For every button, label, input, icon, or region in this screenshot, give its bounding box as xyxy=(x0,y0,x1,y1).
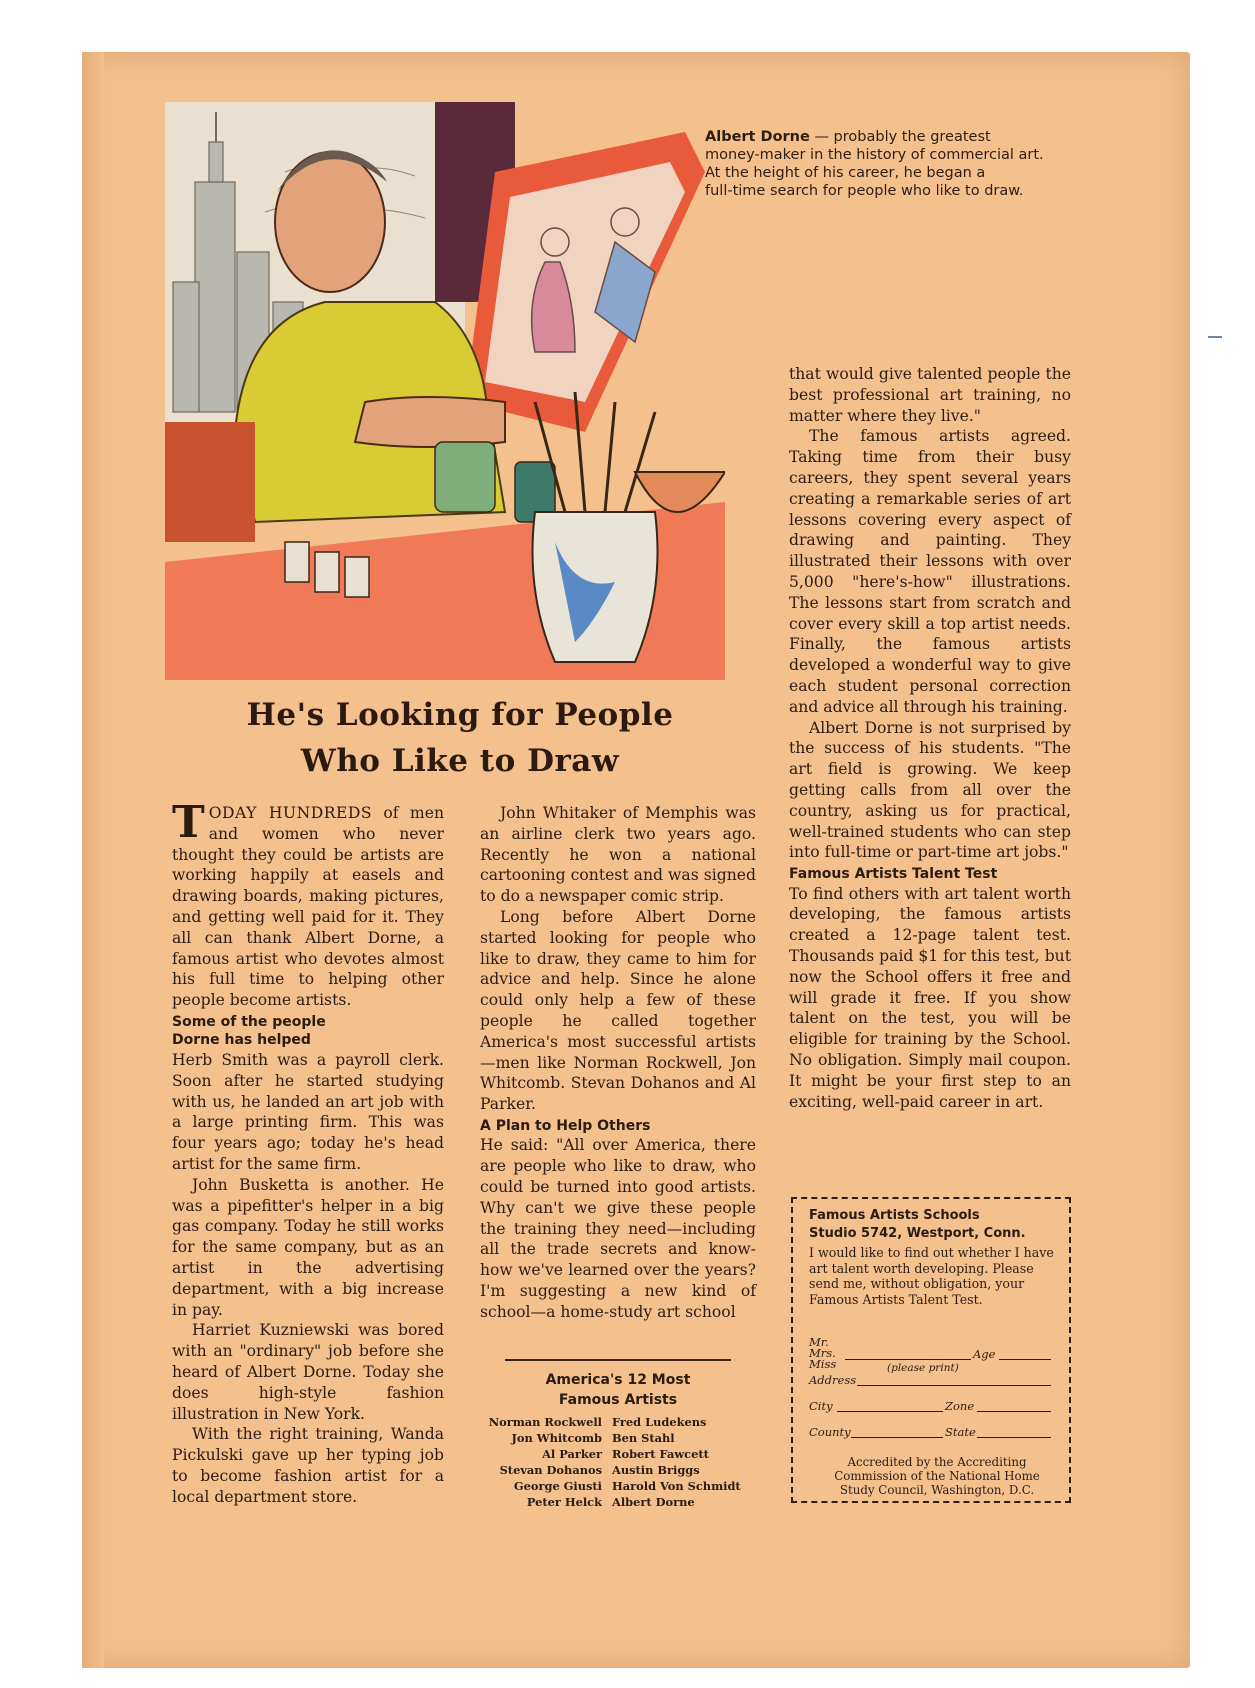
col1-p1-text: of men and women who never thought they could be artists are working happily at easels and drawing boards, making pictures, and getting well paid for it. They all can thank Albert Dorne, a famous artist who devotes almost his full time to helping other people become artists. xyxy=(172,804,444,1010)
article-column-3 xyxy=(789,364,1071,1112)
lead-small-caps: ODAY HUNDREDS xyxy=(208,804,373,822)
caption-name: Albert Dorne xyxy=(705,129,810,145)
col1-paragraph-5: With the right training, Wanda Pickulski gave up her typing job to become fashion artist for a local department store. xyxy=(172,1425,444,1506)
label-mr: Mr. xyxy=(809,1335,829,1349)
caption-line-2: money-maker in the history of commercial art. xyxy=(705,147,1044,163)
address-line[interactable] xyxy=(857,1385,1051,1386)
col3-paragraph-4: To find others with art talent worth developing, the famous artists created a 12-page talent test. Thousands paid $1 for this test, but now the School offers it free and will grade it free. If you show talent on the test, you will be eligible for training by the School. No obligation. Simply mail coupon. It might be your first step to an exciting, well-paid career in art. xyxy=(789,884,1071,1111)
coupon-studio-address: Studio 5742, Westport, Conn. xyxy=(809,1226,1026,1241)
article-column-1 xyxy=(172,797,444,1508)
coupon-school-name: Famous Artists Schools xyxy=(809,1208,980,1223)
headline xyxy=(200,692,720,784)
mail-coupon[interactable] xyxy=(791,1197,1071,1503)
artist-illustration xyxy=(165,102,725,680)
col3-paragraph-3: Albert Dorne is not surprised by the success of his students. "The art field is growing. We keep getting calls from all over the country, asking us for practical, well-trained students who can step into full-time or part-time art jobs." xyxy=(789,718,1071,862)
artist-name: Harold Von Schmidt xyxy=(612,1479,741,1493)
label-age: Age xyxy=(973,1347,996,1361)
coupon-body: I would like to find out whether I have art talent worth developing. Please send me, without obligation, your Famous Artists Talent Test. xyxy=(809,1245,1054,1307)
col2-paragraph-3: He said: "All over America, there are people who like to draw, who could be turned into good artists. Why can't we give these people the training they need—including all the trade secrets and know-how we've learned over the years? I'm suggesting a new kind of school—a home-study art school xyxy=(480,1136,756,1321)
artist-name: Robert Fawcett xyxy=(612,1447,709,1461)
label-state: State xyxy=(945,1425,976,1439)
col2-subhead: A Plan to Help Others xyxy=(480,1117,651,1134)
artist-name: Peter Helck xyxy=(526,1495,602,1509)
caption-line-1: — probably the greatest xyxy=(814,129,991,145)
zone-line[interactable] xyxy=(977,1411,1051,1412)
scan-mark xyxy=(1208,336,1222,338)
artist-row xyxy=(470,1430,770,1446)
label-please-print: (please print) xyxy=(887,1362,959,1374)
col3-paragraph-1: that would give talented people the best professional art training, no matter where they live." xyxy=(789,365,1071,425)
city-line[interactable] xyxy=(837,1411,943,1412)
col1-subhead-line-2: Dorne has helped xyxy=(172,1032,311,1049)
artist-row xyxy=(470,1414,770,1430)
accreditation-note: Accredited by the Accrediting Commission of the National Home Study Council, Washington, D.C. xyxy=(834,1455,1040,1497)
col1-paragraph-2: Herb Smith was a payroll clerk. Soon after he started studying with us, he landed an art job with a large printing firm. This was four years ago; today he's head artist for the same firm. xyxy=(172,1050,444,1173)
article-column-2 xyxy=(480,803,756,1323)
headline-line-2: Who Like to Draw xyxy=(300,743,620,779)
famous-heading-line-1: America's 12 Most xyxy=(545,1372,691,1388)
col3-paragraph-2: The famous artists agreed. Taking time from their busy careers, they spent several years creating a remarkable series of art lessons covering every aspect of drawing and painting. They illustrated their lessons with over 5,000 "here's-how" illustrations. The lessons start from scratch and cover every skill a top artist needs. Finally, the famous artists developed a wonderful way to give each student personal correction and advice all through his training. xyxy=(789,427,1071,716)
page-spine-edge xyxy=(82,52,104,1668)
headline-line-1: He's Looking for People xyxy=(246,697,674,733)
col1-paragraph-1 xyxy=(172,797,444,1011)
artist-name: Norman Rockwell xyxy=(488,1415,602,1429)
col2-paragraph-2: Long before Albert Dorne started looking for people who like to draw, they came to him for advice and help. Since he alone could only help a few of these people he called together America's most successful artists —men like Norman Rockwell, Jon Whitcomb. Stevan Dohanos and Al Parker. xyxy=(480,907,756,1114)
county-line[interactable] xyxy=(851,1437,943,1438)
label-city: City xyxy=(809,1399,833,1413)
artist-name: Al Parker xyxy=(542,1447,602,1461)
drop-cap: T xyxy=(172,797,205,848)
artist-row xyxy=(470,1494,770,1510)
col1-subhead-line-1: Some of the people xyxy=(172,1013,326,1030)
state-line[interactable] xyxy=(977,1437,1051,1438)
artist-name: George Giusti xyxy=(513,1479,602,1493)
col3-subhead: Famous Artists Talent Test xyxy=(789,866,998,883)
famous-artists-heading xyxy=(480,1370,756,1410)
col2-paragraph-1: John Whitaker of Memphis was an airline clerk two years ago. Recently he won a national cartooning contest and was signed to do a newspaper comic strip. xyxy=(480,804,756,906)
label-address: Address xyxy=(809,1373,857,1387)
artist-name: Albert Dorne xyxy=(612,1495,695,1509)
illustration-caption xyxy=(705,128,1085,200)
coupon-form xyxy=(809,1335,1059,1455)
label-zone: Zone xyxy=(945,1399,975,1413)
label-miss: Miss xyxy=(809,1357,837,1371)
famous-heading-line-2: Famous Artists xyxy=(558,1392,678,1408)
age-line[interactable] xyxy=(999,1359,1051,1360)
col1-paragraph-4: Harriet Kuzniewski was bored with an "ordinary" job before she heard of Albert Dorne. Today she does high-style fashion illustration in New York. xyxy=(172,1321,444,1423)
caption-line-3: At the height of his career, he began a xyxy=(705,165,986,181)
artist-row xyxy=(470,1462,770,1478)
artist-name: Stevan Dohanos xyxy=(499,1463,602,1477)
caption-line-4: full-time search for people who like to draw. xyxy=(705,183,1024,199)
artist-row xyxy=(470,1478,770,1494)
artist-name: Jon Whitcomb xyxy=(511,1431,602,1445)
name-line[interactable] xyxy=(845,1359,971,1360)
artist-name: Fred Ludekens xyxy=(612,1415,707,1429)
artist-name: Ben Stahl xyxy=(612,1431,675,1445)
artist-row xyxy=(470,1446,770,1462)
label-mrs: Mrs. xyxy=(809,1346,836,1360)
artist-name: Austin Briggs xyxy=(612,1463,700,1477)
col1-subhead xyxy=(172,1013,444,1050)
divider-rule xyxy=(505,1359,731,1361)
label-county: County xyxy=(809,1425,851,1439)
col1-paragraph-3: John Busketta is another. He was a pipefitter's helper in a big gas company. Today he still works for the same company, but as an artist in the advertising department, with a big increase in pay. xyxy=(172,1175,444,1319)
famous-artists-list xyxy=(470,1414,770,1510)
